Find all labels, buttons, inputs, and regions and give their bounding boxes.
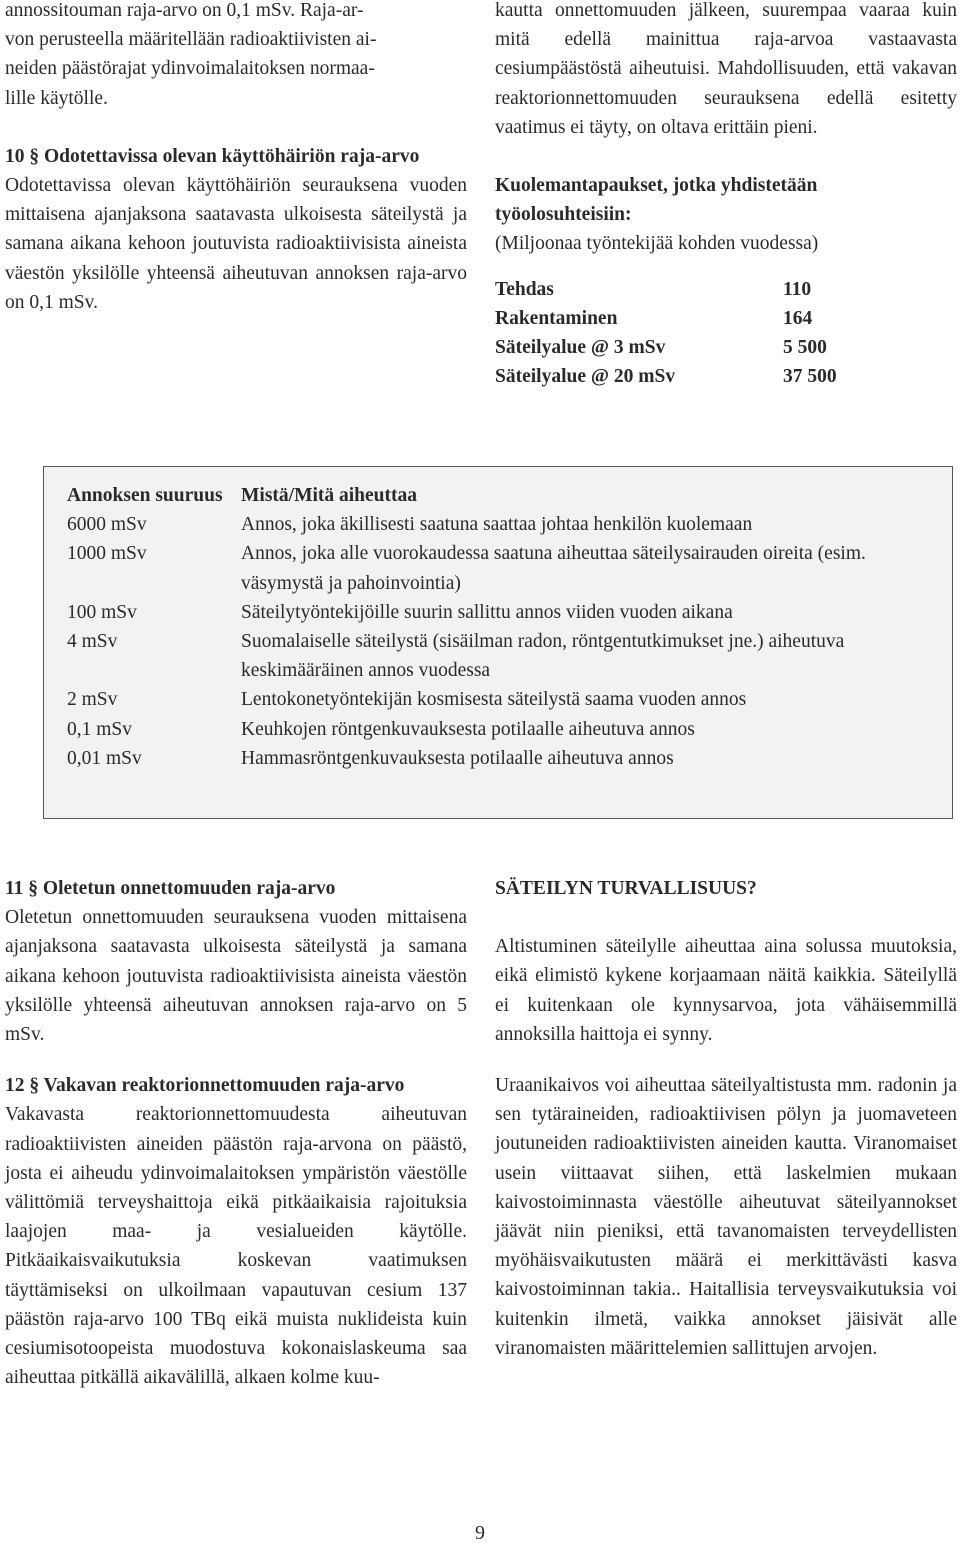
section-12-heading: 12 § Vakavan reaktorionnettomuuden raja-arvo	[5, 1075, 405, 1097]
table-row	[67, 685, 952, 714]
stat-label: Tehdas	[495, 278, 554, 300]
dose-cell: 100 mSv	[67, 601, 137, 623]
right-intro: kautta onnettomuuden jälkeen, suurempaa vaaraa kuin mitä edellä mainittua raja-arvoa vastaavasta cesiumpäästöstä aiheutuisi. Mahdollisuuden, että vakavan reaktorionnettomuuden seurauksena edellä esitetty vaatimus ei täyty, on oltava erittäin pieni.	[495, 0, 957, 138]
table-row	[67, 627, 952, 685]
table-row	[67, 510, 952, 539]
stat-row	[495, 333, 957, 362]
dose-cell: 2 mSv	[67, 689, 118, 711]
section-10-body: Odotettavissa olevan käyttöhäiriön seurauksena vuoden mittaisena ajanjaksona saatavasta ulkoisesta säteilystä ja samana aikana kehoon joutuvista radioaktiivisista aineista väestön yksilölle yhteensä aiheutuvan annoksen raja-arvo on 0,1 mSv.	[5, 175, 467, 313]
header-dose: Annoksen suuruus	[67, 485, 223, 506]
section-12-body: Vakavasta reaktorionnettomuudesta aiheutuvan radioaktiivisten aineiden päästön raja-arvona on päästö, josta ei aiheudu ydinvoimalaitoksen ympäristön väestölle välittömiä terveyshaittoja eikä pitkäaikaisia rajoituksia laajojen maa- ja vesialueiden käytölle. Pitkäaikaisvaikutuksia koskevan vaatimuksen täyttämiseksi on ulkoilmaan vapautuvan cesium 137 päästön raja-arvo 100 TBq eikä muista nuklideista kuin cesiumisotoopeista muodostuva kokonaislaskeuma saa aiheuttaa pitkällä aikavälillä, alkaen kolme kuu-	[5, 1104, 467, 1389]
radiation-safety-heading: SÄTEILYN TURVALLISUUS?	[495, 878, 757, 899]
stat-value: 37 500	[783, 366, 837, 388]
section-11-body: Oletetun onnettomuuden seurauksena vuoden mittaisena ajanjaksona saatavasta ulkoisesta säteilystä ja samana aikana kehoon joutuvista radioaktiivisista aineista väestön yksilölle yhteensä aiheutuvan annoksen raja-arvo on 5 mSv.	[5, 907, 467, 1046]
stat-value: 110	[783, 278, 812, 300]
left-column-bottom	[5, 874, 467, 1392]
table-header	[67, 481, 952, 510]
radiation-paragraph-2: Uraanikaivos voi aiheuttaa säteilyaltistusta mm. radonin ja sen tytäraineiden, radioaktiivisen pölyn ja juomaveteen joutuneiden radioaktiivisten aineiden kautta. Viranomaiset usein viittaavat siihen, että laskelmien mukaan kaivostoiminnasta väestölle aiheutuvat säteilyannokset jäävät niin pieniksi, että tavanomaisten terveydellisten myöhäisvaikutusten määrä ei merkittävästi kasva kaivostoiminnan takia.. Haitallisia terveysvaikutuksia voi kuitenkin ilmetä, vaikka annokset jäisivät alle viranomaisten määrittelemien sallittujen arvojen.	[495, 1075, 957, 1359]
stat-value: 5 500	[783, 337, 827, 359]
left-column-top	[5, 0, 467, 317]
desc-cell: Annos, joka alle vuorokaudessa saatuna aiheuttaa säteilysairauden oireita (esim. väsymystä ja pahoinvointia)	[241, 543, 866, 594]
right-column-top	[495, 0, 957, 391]
desc-cell: Suomalaiselle säteilystä (sisäilman radon, röntgentutkimukset jne.) aiheutuva keskimääräinen annos vuodessa	[241, 631, 845, 682]
table-row	[67, 539, 952, 597]
occupational-deaths-list	[495, 275, 957, 392]
stat-label: Säteilyalue @ 3 mSv	[495, 337, 666, 359]
intro-line: von perusteella määritellään radioaktiivisten ai-	[5, 29, 377, 51]
section-11-heading: 11 § Oletetun onnettomuuden raja-arvo	[5, 878, 336, 899]
deaths-subheading: (Miljoonaa työntekijää kohden vuodessa)	[495, 233, 819, 255]
stat-row	[495, 275, 957, 304]
page-number: 9	[475, 1522, 485, 1544]
header-source: Mistä/Mitä aiheuttaa	[241, 485, 418, 506]
stat-row	[495, 362, 957, 391]
right-column-bottom	[495, 874, 957, 1363]
stat-row	[495, 304, 957, 333]
desc-cell: Lentokonetyöntekijän kosmisesta säteilystä saama vuoden annos	[241, 689, 747, 711]
stat-label: Säteilyalue @ 20 mSv	[495, 366, 676, 388]
dose-cell: 4 mSv	[67, 631, 118, 653]
intro-line: annossitouman raja-arvo on 0,1 mSv. Raja-ar-	[5, 0, 364, 21]
dose-cell: 1000 mSv	[67, 543, 147, 565]
desc-cell: Säteilytyöntekijöille suurin sallittu annos viiden vuoden aikana	[241, 601, 733, 623]
desc-cell: Hammasröntgenkuvauksesta potilaalle aiheutuva annos	[241, 747, 674, 769]
radiation-paragraph-1: Altistuminen säteilylle aiheuttaa aina solussa muutoksia, eikä elimistö kykene korjaamaan näitä kaikkia. Säteilyllä ei kuitenkaan ole kynnysarvoa, jota vähäisemmillä annoksilla haittoja ei synny.	[495, 936, 957, 1045]
deaths-heading: Kuolemantapaukset, jotka yhdistetään työolosuhteisiin:	[495, 175, 818, 226]
dose-table	[43, 466, 953, 819]
dose-cell: 0,1 mSv	[67, 718, 133, 740]
intro-line: neiden päästörajat ydinvoimalaitoksen normaa-	[5, 58, 375, 80]
table-row	[67, 744, 952, 773]
table-row	[67, 598, 952, 627]
desc-cell: Keuhkojen röntgenkuvauksesta potilaalle aiheutuva annos	[241, 718, 695, 740]
table-row	[67, 715, 952, 744]
stat-label: Rakentaminen	[495, 307, 618, 329]
intro-line: lille käytölle.	[5, 87, 108, 109]
dose-cell: 0,01 mSv	[67, 747, 142, 769]
section-10-heading: 10 § Odotettavissa olevan käyttöhäiriön raja-arvo	[5, 145, 420, 167]
dose-cell: 6000 mSv	[67, 514, 147, 536]
desc-cell: Annos, joka äkillisesti saatuna saattaa johtaa henkilön kuolemaan	[241, 514, 753, 536]
stat-value: 164	[783, 307, 813, 329]
